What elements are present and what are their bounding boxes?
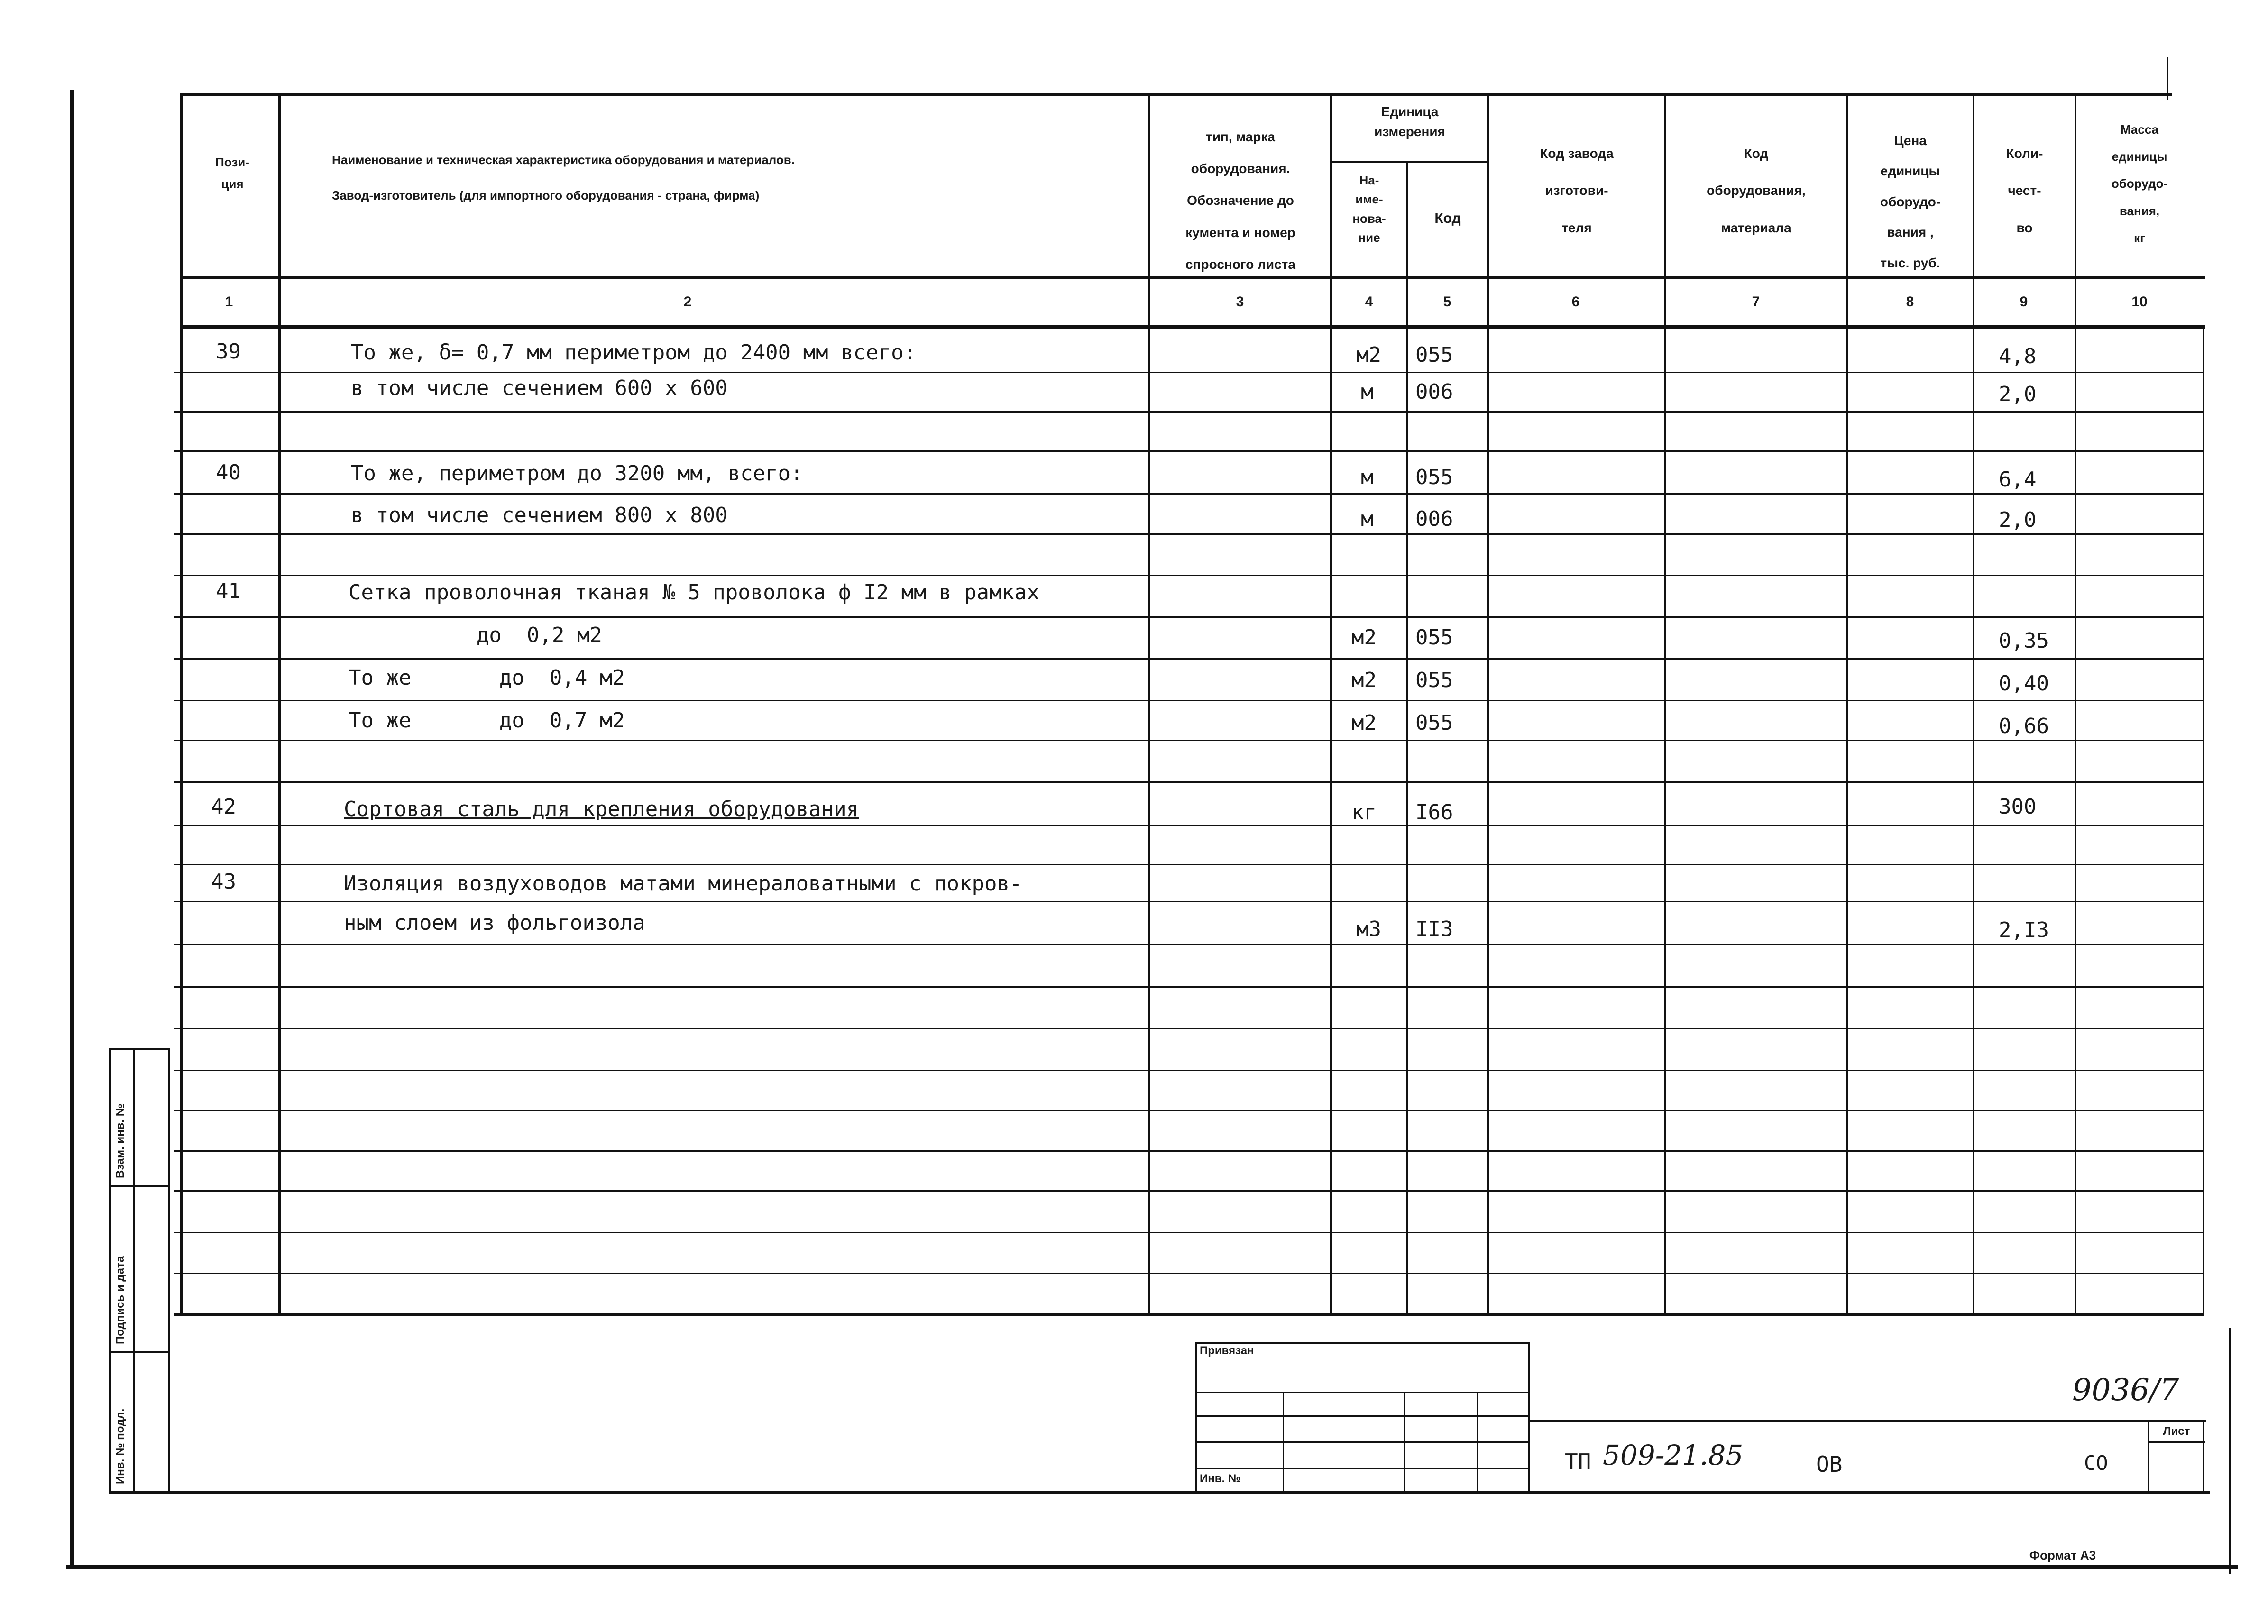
stamp-line — [2148, 1441, 2205, 1443]
col-number: 1 — [225, 294, 233, 310]
row-description: в том числе сечением 600 х 600 — [351, 376, 728, 400]
header-type-mark: тип, марка оборудования. Обозначение до кумента и номер спросного листа — [1185, 129, 1295, 272]
row-line — [174, 1070, 2204, 1071]
stamp-line — [1195, 1415, 1529, 1417]
doc-code: 509-21.85 — [1603, 1439, 1744, 1471]
col-line — [1406, 161, 1408, 1316]
col-line — [1487, 93, 1489, 1316]
row-description: То же, δ= 0,7 мм периметром до 2400 мм всего: — [351, 340, 917, 365]
row-line — [174, 575, 2204, 576]
doc-suffix: ОВ — [1816, 1451, 1843, 1477]
col-number: 3 — [1236, 294, 1244, 310]
row-unit-code: 055 — [1415, 668, 1453, 692]
col-number: 4 — [1365, 294, 1373, 310]
col-line — [180, 93, 183, 1316]
row-position: 39 — [216, 339, 241, 364]
row-line — [174, 616, 2204, 618]
row-unit: м2 — [1351, 711, 1377, 735]
row-line — [174, 781, 2204, 783]
row-description: в том числе сечением 800 х 800 — [351, 503, 728, 527]
col-line — [278, 93, 281, 1316]
stamp-line — [2148, 1420, 2149, 1494]
col-line — [1664, 93, 1666, 1316]
header-name: Наименование и техническая характеристика оборудования и материалов. Завод-изготовитель (для импортного оборудования - страна, фирма) — [332, 153, 795, 203]
row-description: Сетка проволочная тканая № 5 проволока ф I2 мм в рамках — [349, 580, 1039, 605]
row-unit: м2 — [1351, 625, 1377, 650]
stamp-inv-no: Инв. № — [1200, 1472, 1241, 1485]
row-quantity: 2,0 — [1999, 508, 2037, 532]
table-bottom-line — [174, 1313, 2204, 1316]
col-number: 7 — [1752, 294, 1760, 310]
row-description: То же, периметром до 3200 мм, всего: — [351, 461, 803, 486]
row-position: 42 — [211, 795, 236, 819]
row-description: ным слоем из фольгоизола — [344, 911, 645, 935]
row-line — [174, 740, 2204, 741]
header-unit: Единица измерения — [1374, 104, 1445, 139]
col-number: 10 — [2131, 294, 2148, 310]
format-label: Формат А3 — [2029, 1548, 2096, 1562]
col-number: 9 — [2020, 294, 2028, 310]
row-unit-code: II3 — [1415, 917, 1453, 941]
row-quantity: 0,40 — [1999, 671, 2049, 696]
row-position: 41 — [216, 579, 241, 603]
row-line — [174, 1110, 2204, 1111]
row-line — [174, 533, 2204, 535]
stamp-line — [1195, 1468, 1529, 1469]
col-line — [1148, 93, 1150, 1316]
row-unit-code: 055 — [1415, 625, 1453, 650]
row-description: до 0,2 м2 — [351, 623, 602, 647]
header-unit-mass: Масса единицы оборудо- вания, кг — [2111, 122, 2168, 245]
row-unit-code: 055 — [1415, 711, 1453, 735]
sheet-label: Лист — [2163, 1425, 2190, 1438]
header-factory-code: Код завода изготови- теля — [1540, 146, 1614, 235]
stamp-line — [1195, 1441, 1529, 1443]
row-description: То же до 0,4 м2 — [349, 666, 625, 690]
row-line — [174, 825, 2204, 826]
row-line — [174, 864, 2204, 865]
stamp-line — [1528, 1420, 2206, 1422]
row-quantity: 6,4 — [1999, 468, 2037, 492]
row-quantity: 2,I3 — [1999, 918, 2049, 942]
side-stamp-line — [109, 1048, 111, 1494]
col-number: 8 — [1906, 294, 1914, 310]
row-line — [174, 1190, 2204, 1192]
row-unit: м — [1361, 380, 1374, 404]
row-line — [174, 372, 2204, 373]
row-line — [174, 944, 2204, 945]
stamp-line — [1283, 1392, 1284, 1494]
side-stamp-line — [109, 1048, 170, 1050]
row-line — [174, 901, 2204, 902]
stamp-line — [1195, 1342, 1197, 1494]
stamp-line — [2203, 1420, 2204, 1494]
row-line — [174, 411, 2204, 413]
row-line — [174, 1150, 2204, 1152]
row-unit-code: 006 — [1415, 380, 1453, 404]
col-line — [2075, 93, 2076, 1316]
col-line — [1973, 93, 1974, 1316]
row-line — [174, 450, 2204, 452]
row-line — [174, 658, 2204, 660]
header-unit-price: Цена единицы оборудо- вания , тыс. руб. — [1880, 133, 1941, 270]
col-number: 6 — [1571, 294, 1580, 310]
header-quantity: Коли- чест- во — [2006, 146, 2043, 235]
side-label-vzam: Взам. инв. № — [114, 1103, 127, 1178]
side-stamp-line — [133, 1048, 135, 1494]
row-line — [174, 700, 2204, 701]
row-quantity: 4,8 — [1999, 344, 2037, 368]
row-line — [174, 986, 2204, 988]
header-unit-code: Код — [1434, 211, 1461, 226]
row-line — [174, 1273, 2204, 1274]
row-unit: кг — [1351, 800, 1377, 825]
row-unit-code: 055 — [1415, 343, 1453, 367]
row-description: Изоляция воздуховодов матами минераловатными с покров- — [344, 872, 1022, 896]
row-line — [174, 1232, 2204, 1233]
row-description: Сортовая сталь для крепления оборудования — [344, 797, 859, 821]
header-equipment-code: Код оборудования, материала — [1707, 146, 1806, 235]
header-unit-name: На- име- нова- ние — [1352, 173, 1386, 245]
row-unit-code: I66 — [1415, 800, 1453, 825]
side-label-inv-podl: Инв. № подл. — [114, 1408, 127, 1484]
row-line — [174, 1028, 2204, 1029]
row-unit: м — [1361, 507, 1374, 531]
row-unit: м2 — [1356, 343, 1381, 367]
side-stamp-line — [109, 1351, 170, 1353]
side-stamp-line — [168, 1048, 170, 1494]
stamp-privyazan: Привязан — [1200, 1344, 1254, 1357]
side-label-podpis: Подпись и дата — [114, 1256, 127, 1344]
row-position: 40 — [216, 460, 241, 485]
col-line — [1330, 93, 1332, 1316]
stamp-line — [1528, 1342, 1530, 1494]
sheet-value: СО — [2084, 1451, 2108, 1475]
row-unit: м2 — [1351, 668, 1377, 692]
side-stamp-line — [109, 1185, 170, 1187]
stamp-bottom-line — [109, 1491, 2210, 1494]
stamp-line — [1404, 1392, 1405, 1494]
row-unit-code: 006 — [1415, 507, 1453, 531]
stamp-line — [1477, 1392, 1478, 1494]
row-line — [174, 493, 2204, 495]
unit-split-line — [1330, 161, 1489, 163]
col-number: 5 — [1443, 294, 1451, 310]
row-description: То же до 0,7 м2 — [349, 708, 625, 733]
doc-code-prefix: ТП — [1565, 1449, 1591, 1475]
row-unit-code: 055 — [1415, 465, 1453, 489]
column-numbers-bottom-line — [180, 325, 2205, 329]
row-unit: м — [1361, 465, 1374, 489]
col-line — [2203, 325, 2204, 1316]
left-frame-line — [70, 90, 74, 1569]
row-position: 43 — [211, 870, 236, 894]
stamp-line — [1195, 1392, 1529, 1393]
sheet-reference: 9036/7 — [2072, 1373, 2179, 1408]
row-unit: м3 — [1356, 917, 1381, 941]
header-position: Пози- ция — [215, 155, 249, 191]
right-frame-line — [2229, 1328, 2231, 1574]
row-quantity: 2,0 — [1999, 382, 2037, 406]
row-quantity: 0,35 — [1999, 629, 2049, 653]
row-quantity: 0,66 — [1999, 714, 2049, 738]
bottom-frame-line — [66, 1565, 2238, 1569]
row-quantity: 300 — [1999, 795, 2037, 819]
table-top-line — [180, 93, 2172, 96]
col-number: 2 — [683, 294, 692, 310]
stamp-line — [1195, 1342, 1529, 1344]
